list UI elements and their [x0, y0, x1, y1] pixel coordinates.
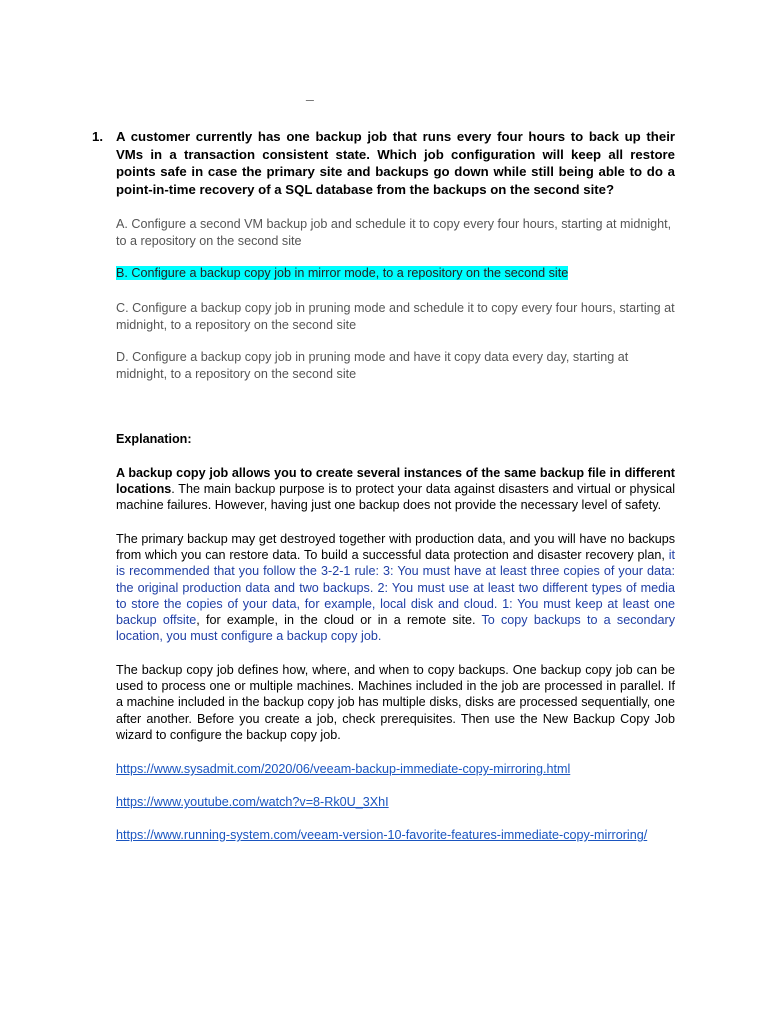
question-number: 1. — [92, 129, 103, 144]
explanation-paragraph-2 — [116, 531, 675, 644]
option-d: D. Configure a backup copy job in pruning mode and have it copy data every day, starting at midnight, to a repository on the second site — [116, 350, 629, 381]
reference-link-sysadmit[interactable]: https://www.sysadmit.com/2020/06/veeam-backup-immediate-copy-mirroring.html — [116, 762, 571, 776]
reference-link-running-system[interactable]: https://www.running-system.com/veeam-version-10-favorite-features-immediate-copy-mirroring/ — [116, 828, 648, 842]
option-c: C. Configure a backup copy job in pruning mode and schedule it to copy every four hours, starting at midnight, to a repository on the second site — [116, 301, 675, 332]
explanation-paragraph-1 — [116, 465, 675, 514]
explanation-p2-rule: it is recommended that you follow the 3-2-1 rule: 3: You must have at least three copies of your data: the original production data and two backups. 2: You must use at least two different types of media to store the copies of your data, for example, local disk and cloud. 1: You must keep at least one backup offsite — [116, 548, 675, 628]
option-a: A. Configure a second VM backup job and schedule it to copy every four hours, starting at midnight, to a repository on the second site — [116, 217, 672, 248]
explanation-p2-start: The primary backup may get destroyed together with production data, and you will have no backups from which you can restore data. To build a successful data protection and disaster recovery plan, — [116, 532, 675, 563]
explanation-paragraph-3: The backup copy job defines how, where, and when to copy backups. One backup copy job can be used to process one or multiple machines. Machines included in the job are processed in parallel. If a machine included in the backup copy job has multiple disks, disks are processed sequentially, one after another. Before you create a job, check prerequisites. Then use the New Backup Copy Job wizard to configure the backup copy job. — [116, 663, 675, 742]
reference-link-youtube[interactable]: https://www.youtube.com/watch?v=8-Rk0U_3XhI — [116, 795, 389, 809]
explanation-title: Explanation: — [116, 432, 192, 446]
explanation-p2-copy: To copy backups to a secondary location, you must configure a backup copy job. — [116, 613, 676, 644]
explanation-p2-mid: , for example, in the cloud or in a remote site. — [196, 613, 482, 628]
explanation-p1-bold: A backup copy job allows you to create several instances of the same backup file in different locations — [116, 466, 675, 497]
option-b-correct — [116, 265, 676, 282]
header-mark: _ — [306, 86, 314, 102]
question-text: A customer currently has one backup job that runs every four hours to back up their VMs in a transaction consistent state. Which job configuration will keep all restore points safe in case the primary site and backups go down while still being able to do a point-in-time recovery of a SQL database from the backups on the second site? — [116, 129, 675, 197]
question-block — [92, 128, 675, 198]
option-b-highlight: B. Configure a backup copy job in mirror mode, to a repository on the second site — [116, 266, 569, 280]
explanation-p1-rest: . The main backup purpose is to protect your data against disasters and virtual or physical machine failures. However, having just one backup does not provide the necessary level of safety. — [116, 482, 675, 513]
